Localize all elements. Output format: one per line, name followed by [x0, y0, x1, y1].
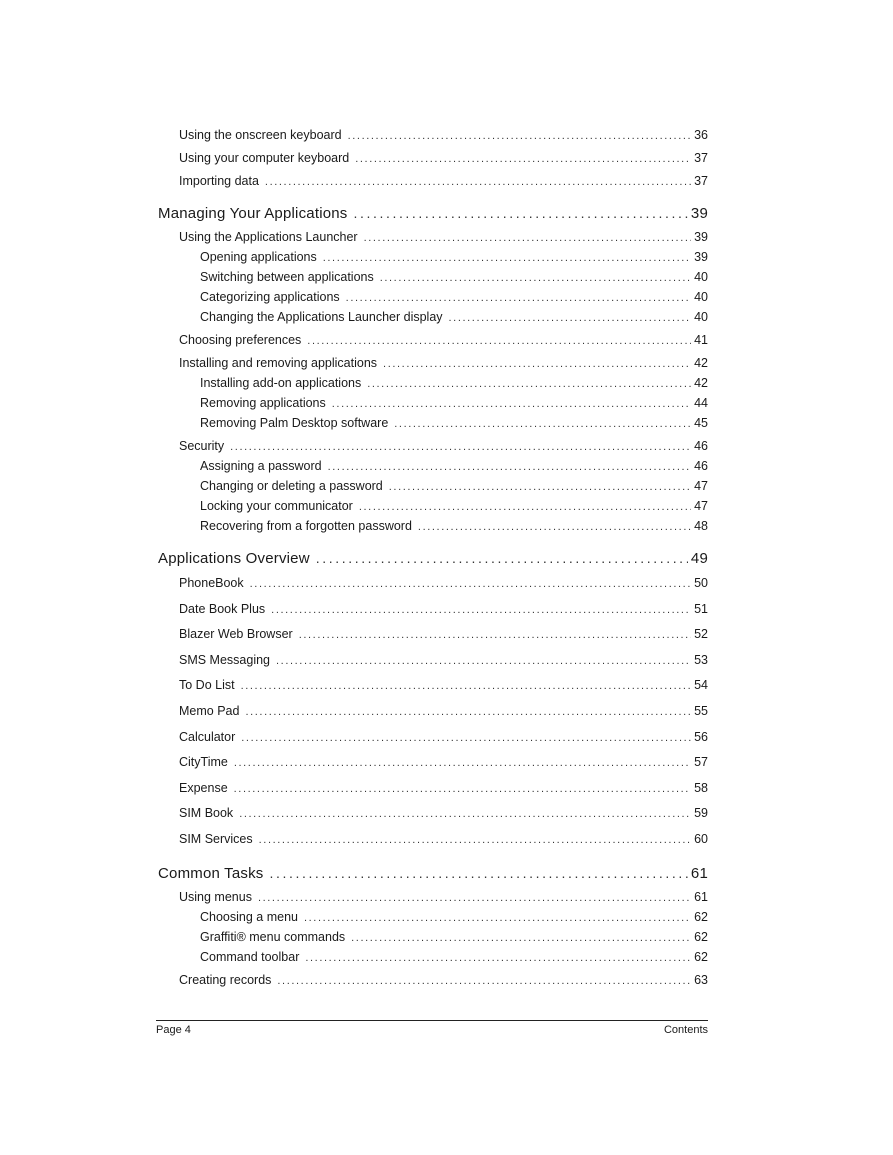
toc-entry-title: Installing and removing applications [179, 356, 378, 370]
toc-page-number: 40 [694, 270, 708, 284]
dot-leader [241, 675, 692, 698]
toc-entry-title: Changing or deleting a password [200, 479, 383, 493]
dot-leader [348, 126, 691, 146]
toc-entry[interactable] [158, 970, 708, 990]
toc-entry-title: Command toolbar [200, 949, 300, 964]
toc-page-number: 42 [694, 356, 708, 370]
toc-entry-title: Switching between applications [200, 270, 374, 284]
toc-section-heading[interactable] [158, 545, 708, 571]
toc-section-heading[interactable] [158, 860, 708, 886]
dot-leader [380, 268, 691, 288]
toc-entry-title: Changing the Applications Launcher display [200, 310, 443, 324]
toc-entry-title: Security [179, 439, 225, 453]
dot-leader [418, 517, 691, 537]
toc-page-number: 60 [694, 831, 708, 846]
dot-leader [364, 228, 692, 248]
dot-leader [351, 928, 691, 948]
dot-leader [305, 948, 691, 968]
toc-entry[interactable] [158, 777, 708, 800]
toc-page-number: 52 [694, 627, 708, 642]
toc-entry-title: Blazer Web Browser [179, 627, 293, 642]
toc-entry[interactable] [158, 828, 708, 851]
toc-entry[interactable] [158, 171, 708, 191]
toc-page-number: 41 [694, 333, 708, 347]
dot-leader [250, 573, 691, 596]
dot-leader [328, 457, 691, 477]
toc-entry-title: Importing data [179, 174, 259, 188]
toc-page-number: 51 [694, 601, 708, 616]
toc-entry[interactable] [158, 125, 708, 145]
toc-entry-title: Memo Pad [179, 703, 240, 718]
toc-page-number: 48 [694, 519, 708, 533]
dot-leader [323, 248, 691, 268]
toc-page-number: 37 [694, 174, 708, 188]
toc-page-number: 53 [694, 652, 708, 667]
toc-entry-title: Using the Applications Launcher [179, 230, 358, 244]
toc-page-number: 58 [694, 780, 708, 795]
dot-leader [234, 752, 691, 775]
dot-leader [449, 308, 692, 328]
toc-entry[interactable] [158, 572, 708, 595]
toc-entry[interactable] [158, 330, 708, 350]
dot-leader [355, 149, 691, 169]
dot-leader [271, 599, 691, 622]
toc-entry[interactable] [158, 227, 708, 247]
toc-entry[interactable] [158, 393, 708, 413]
dot-leader [230, 437, 691, 457]
toc-page-number: 39 [694, 250, 708, 264]
toc-entry-title: PhoneBook [179, 576, 244, 590]
toc-entry[interactable] [158, 353, 708, 373]
toc-entry[interactable] [158, 802, 708, 825]
dot-leader [299, 624, 691, 647]
toc-entry-title: Categorizing applications [200, 290, 340, 304]
toc-page-number: 61 [690, 864, 708, 882]
toc-entry[interactable] [158, 674, 708, 697]
toc-entry-title: Assigning a password [200, 459, 322, 473]
toc-entry[interactable] [158, 267, 708, 287]
dot-leader [259, 829, 691, 852]
dot-leader [367, 374, 691, 394]
dot-leader [346, 288, 691, 308]
toc-entry-title: Opening applications [200, 250, 317, 264]
toc-entry[interactable] [158, 476, 708, 496]
dot-leader [332, 394, 691, 414]
toc-page-number: 49 [690, 550, 708, 567]
toc-page-number: 55 [694, 703, 708, 718]
toc-page-number: 37 [694, 151, 708, 165]
toc-entry[interactable] [158, 927, 708, 947]
dot-leader [359, 497, 691, 517]
toc-page-number: 56 [694, 729, 708, 744]
toc-page-number: 44 [694, 396, 708, 410]
toc-page-number: 54 [694, 678, 708, 693]
dot-leader [389, 477, 691, 497]
toc-entry[interactable] [158, 700, 708, 723]
toc-page-number: 50 [694, 576, 708, 590]
toc-entry-title: Applications Overview [158, 550, 310, 567]
toc-page-number: 40 [694, 290, 708, 304]
toc-entry[interactable] [158, 887, 708, 907]
toc-entry-title: Graffiti® menu commands [200, 929, 346, 944]
toc-entry-title: Managing Your Applications [158, 205, 348, 222]
toc-page-number: 46 [694, 459, 708, 473]
toc-entry[interactable] [158, 496, 708, 516]
toc-entry-title: Choosing a menu [200, 909, 298, 924]
toc-entry[interactable] [158, 907, 708, 927]
toc-entry-title: Using your computer keyboard [179, 151, 350, 165]
dot-leader [394, 414, 691, 434]
toc-page-number: 46 [694, 439, 708, 453]
dot-leader [241, 727, 691, 750]
toc-entry-title: Installing add-on applications [200, 376, 362, 390]
toc-entry-title: Expense [179, 780, 228, 795]
footer-page-number: Page 4 [156, 1024, 191, 1036]
toc-page-number: 62 [694, 949, 708, 964]
toc-entry-title: To Do List [179, 678, 235, 693]
dot-leader [239, 803, 691, 826]
dot-leader [304, 908, 691, 928]
toc-page-number: 39 [694, 230, 708, 244]
toc-entry-title: Locking your communicator [200, 499, 353, 513]
dot-leader [258, 888, 691, 908]
toc-entry-title: Choosing preferences [179, 333, 302, 347]
toc-entry-title: Common Tasks [158, 864, 264, 882]
toc-page-number: 42 [694, 376, 708, 390]
toc-entry-title: SIM Book [179, 806, 234, 821]
toc-entry[interactable] [158, 307, 708, 327]
toc-entry-title: CityTime [179, 755, 228, 770]
toc-entry[interactable] [158, 649, 708, 672]
toc-entry-title: Removing Palm Desktop software [200, 416, 389, 430]
toc-entry[interactable] [158, 287, 708, 307]
toc-entry-title: SMS Messaging [179, 652, 271, 667]
toc-page-number: 62 [694, 929, 708, 944]
toc-entry-title: Using menus [179, 889, 252, 904]
toc-entry[interactable] [158, 751, 708, 774]
toc-entry-title: Date Book Plus [179, 601, 266, 616]
toc-entry-title: Using the onscreen keyboard [179, 128, 342, 142]
toc-section-heading[interactable] [158, 200, 708, 226]
dot-leader [354, 200, 688, 226]
dot-leader [265, 172, 691, 192]
toc-entry[interactable] [158, 456, 708, 476]
dot-leader [270, 860, 688, 886]
dot-leader [276, 650, 691, 673]
dot-leader [277, 971, 691, 991]
dot-leader [234, 778, 691, 801]
toc-entry[interactable] [158, 373, 708, 393]
toc-entry[interactable] [158, 413, 708, 433]
toc-entry[interactable] [158, 516, 708, 536]
toc-entry-title: Creating records [179, 972, 272, 987]
toc-entry[interactable] [158, 247, 708, 267]
toc-page-number: 45 [694, 416, 708, 430]
toc-page-number: 39 [690, 205, 708, 222]
toc-entry-title: Recovering from a forgotten password [200, 519, 412, 533]
toc-entry[interactable] [158, 598, 708, 621]
toc-entry-title: Removing applications [200, 396, 326, 410]
toc-entry[interactable] [158, 436, 708, 456]
toc-page-number: 63 [694, 972, 708, 987]
toc-entry-title: Calculator [179, 729, 236, 744]
dot-leader [307, 331, 691, 351]
toc-page-number: 36 [694, 128, 708, 142]
toc-entry[interactable] [158, 623, 708, 646]
table-of-contents [158, 125, 708, 990]
dot-leader [383, 354, 691, 374]
page-footer [156, 1020, 708, 1036]
toc-page-number: 47 [694, 479, 708, 493]
dot-leader [245, 701, 691, 724]
toc-entry-title: SIM Services [179, 831, 253, 846]
toc-page-number: 59 [694, 806, 708, 821]
toc-entry[interactable] [158, 148, 708, 168]
toc-page-number: 40 [694, 310, 708, 324]
toc-page-number: 61 [694, 889, 708, 904]
footer-section-name: Contents [663, 1024, 708, 1036]
dot-leader [316, 545, 688, 571]
toc-page-number: 57 [694, 755, 708, 770]
toc-entry[interactable] [158, 726, 708, 749]
toc-page-number: 62 [694, 909, 708, 924]
toc-entry[interactable] [158, 947, 708, 967]
toc-page-number: 47 [694, 499, 708, 513]
